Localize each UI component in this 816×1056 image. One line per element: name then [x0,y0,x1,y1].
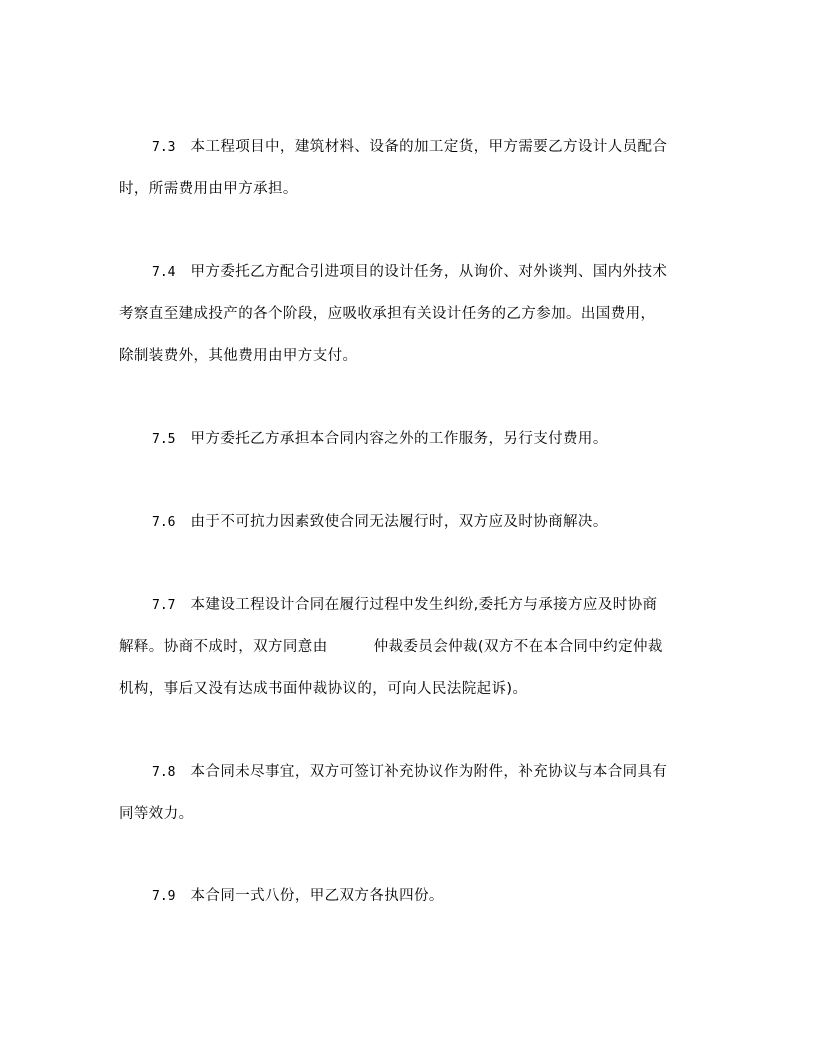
clause-7-9-first-line [152,886,444,907]
clause-7-7-line [119,637,663,657]
clause-7-3-line [119,179,298,199]
clause-7-8-line [119,804,194,824]
clause-7-4-line [119,346,357,366]
clause-text: 甲方委托乙方配合引进项目的设计任务，从询价、对外谈判、国内外技术 [190,264,668,280]
clause-text: 机构，事后又没有达成书面仲裁协议的，可向人民法院起诉)。 [119,681,528,697]
clause-text: 时，所需费用由甲方承担。 [119,181,298,197]
clause-number: 7.6 [152,515,176,530]
clause-number: 7.3 [152,140,176,155]
clause-text: 由于不可抗力因素致使合同无法履行时，双方应及时协商解决。 [190,514,608,530]
clause-7-3-first-line [152,137,667,158]
clause-number: 7.7 [152,598,176,613]
clause-number: 7.4 [152,265,176,280]
clause-text: 仲裁委员会仲裁(双方不在本合同中约定仲裁 [373,639,663,655]
clause-text: 本合同一式八份，甲乙双方各执四份。 [190,888,444,904]
clause-text: 本建设工程设计合同在履行过程中发生纠纷,委托方与承接方应及时协商 [190,597,658,613]
clause-7-8-first-line [152,762,667,783]
clause-7-7-first-line [152,595,657,616]
clause-text: 考察直至建成投产的各个阶段，应吸收承担有关设计任务的乙方参加。出国费用， [119,306,656,322]
clause-7-4-first-line [152,262,667,283]
clause-text: 解释。协商不成时，双方同意由 [119,639,328,655]
clause-7-4-line [119,304,655,324]
clause-number: 7.9 [152,889,176,904]
clause-text: 本工程项目中，建筑材料、设备的加工定货，甲方需要乙方设计人员配合 [190,139,668,155]
clause-7-7-line [119,679,527,699]
clause-text: 除制装费外，其他费用由甲方支付。 [119,348,358,364]
clause-7-5-first-line [152,429,608,450]
clause-number: 7.5 [152,432,176,447]
clause-text: 同等效力。 [119,806,194,822]
clause-text: 本合同未尽事宜，双方可签订补充协议作为附件，补充协议与本合同具有 [190,764,668,780]
clause-7-6-first-line [152,512,608,533]
clause-text: 甲方委托乙方承担本合同内容之外的工作服务，另行支付费用。 [190,431,608,447]
clause-number: 7.8 [152,765,176,780]
